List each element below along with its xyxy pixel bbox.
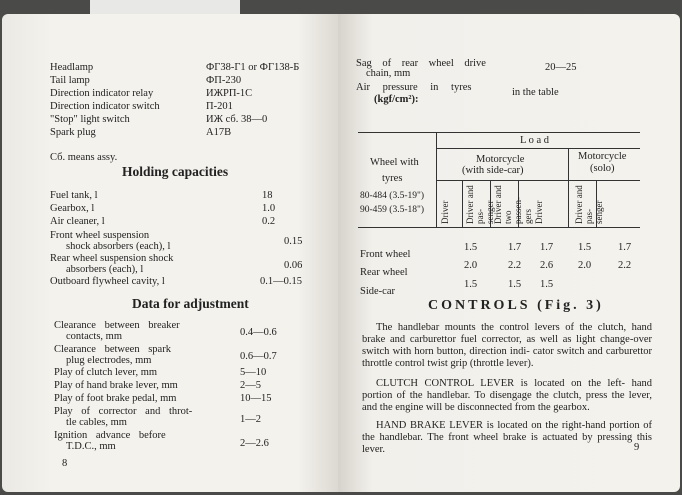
page-number-left: 8	[62, 458, 68, 469]
holding-label: Rear wheel suspension shock	[50, 253, 174, 264]
adjust-value: 0.6—0.7	[240, 351, 277, 362]
cell-value: 2.2	[508, 260, 522, 271]
spec-label: Spark plug	[50, 127, 96, 138]
adjust-value: 5—10	[240, 367, 267, 378]
holding-value: 0.15	[284, 236, 303, 247]
cell-value: 1.5	[508, 279, 522, 290]
adjust-value: 2—5	[240, 380, 261, 391]
subcol-rule	[436, 180, 640, 181]
holding-label-cont: shock absorbers (each), l	[66, 241, 171, 252]
spec-label: Direction indicator switch	[50, 101, 160, 112]
spec-label: Headlamp	[50, 62, 94, 73]
adjust-label-cont: plug electrodes, mm	[66, 355, 152, 366]
cell-value: 1.7	[540, 242, 554, 253]
column-header: Driver	[534, 200, 544, 224]
adjust-label: Play of corrector and throt-	[54, 406, 193, 417]
cell-value: 2.0	[578, 260, 592, 271]
spec-value: ФГ38-Г1 or ФГ138-Б	[206, 62, 300, 73]
air-pressure-value: in the table	[512, 87, 559, 98]
adjust-label: Play of hand brake lever, mm	[54, 380, 178, 391]
cell-value: 1.5	[464, 242, 478, 253]
row-label: Rear wheel	[360, 267, 408, 278]
adjust-label: Play of clutch lever, mm	[54, 367, 158, 378]
column-header: Driver and pas- senger	[574, 185, 604, 224]
header-bottom-rule	[358, 227, 640, 228]
sidecar-group-header-cont: (with side-car)	[462, 165, 524, 176]
load-rule	[436, 148, 640, 149]
sag-value: 20—25	[545, 62, 577, 73]
solo-group-header-cont: (solo)	[590, 163, 615, 174]
assy-note: Сб. means assy.	[50, 152, 118, 163]
page-number-right: 9	[634, 442, 640, 453]
controls-paragraph-1: The handlebar mounts the control levers of the clutch, hand brake and carburettor fuel corrector, as well as light change-over switch with horn button, direction indi- cator switch and carburettor throttle control twist grip (throttle lever).	[362, 322, 652, 369]
spec-label: "Stop" light switch	[50, 114, 130, 125]
holding-label: Air cleaner, l	[50, 216, 105, 227]
column-header: Driver and two passen- gers	[493, 185, 533, 224]
holding-label-cont: absorbers (each), l	[66, 264, 144, 275]
sidecar-group-header: Motorcycle	[476, 154, 525, 165]
column-header: Driver	[440, 200, 450, 224]
adjust-value: 1—2	[240, 414, 261, 425]
adjust-label: Clearance between spark	[54, 344, 171, 355]
spec-label: Direction indicator relay	[50, 88, 154, 99]
adjust-label-cont: contacts, mm	[66, 331, 122, 342]
holding-label: Front wheel suspension	[50, 230, 150, 241]
adjust-label: Ignition advance before	[54, 430, 166, 441]
wheel-header-cont: tyres	[382, 173, 403, 184]
load-header: L o a d	[520, 135, 550, 146]
holding-value: 18	[262, 190, 273, 201]
spec-value: ИЖРП-1С	[206, 88, 253, 99]
tyre-size-2: 90-459 (3.5-18")	[360, 205, 425, 215]
air-pressure-label: Air pressure in tyres	[356, 82, 472, 93]
adjust-value: 2—2.6	[240, 438, 269, 449]
cell-value: 1.5	[540, 279, 554, 290]
tyre-size-1: 80-484 (3.5-19")	[360, 191, 425, 201]
cell-value: 2.2	[618, 260, 632, 271]
adjust-label: Clearance between breaker	[54, 320, 180, 331]
holding-label: Fuel tank, l	[50, 190, 98, 201]
group-divider	[568, 148, 569, 227]
holding-value: 0.2	[262, 216, 276, 227]
wheel-header: Wheel with	[370, 157, 419, 168]
right-page	[338, 14, 680, 492]
holding-label: Gearbox, l	[50, 203, 95, 214]
adjust-value: 10—15	[240, 393, 272, 404]
cell-value: 1.7	[618, 242, 632, 253]
spec-value: ФП-230	[206, 75, 242, 86]
row-label: Front wheel	[360, 249, 411, 260]
cell-value: 2.0	[464, 260, 478, 271]
spec-label: Tail lamp	[50, 75, 90, 86]
holding-label: Outboard flywheel cavity, l	[50, 276, 165, 287]
adjust-label-cont: T.D.C., mm	[66, 441, 116, 452]
table-top-rule	[358, 132, 640, 133]
left-page	[2, 14, 338, 492]
cell-value: 2.6	[540, 260, 554, 271]
controls-paragraph-3: HAND BRAKE LEVER is located on the right-hand portion of the handlebar. The front wheel brake is actuated by pressing this lever.	[362, 420, 652, 455]
cell-value: 1.7	[508, 242, 522, 253]
spec-value: П-201	[206, 101, 233, 112]
adjust-label: Play of foot brake pedal, mm	[54, 393, 177, 404]
controls-paragraph-2: CLUTCH CONTROL LEVER is located on the left- hand portion of the handlebar. To disengage the clutch, press the lever, and the engine will be disconnected from the gearbox.	[362, 378, 652, 413]
spec-value: А17В	[206, 127, 232, 138]
col-divider-1	[462, 180, 463, 227]
cell-value: 1.5	[464, 279, 478, 290]
solo-group-header: Motorcycle	[578, 151, 627, 162]
adjust-label-cont: tle cables, mm	[66, 417, 127, 428]
sag-label-cont: chain, mm	[366, 68, 411, 79]
cell-value: 1.5	[578, 242, 592, 253]
holding-value: 1.0	[262, 203, 276, 214]
air-pressure-unit: (kgf/cm²):	[374, 94, 419, 105]
adjust-value: 0.4—0.6	[240, 327, 277, 338]
holding-capacities-heading: Holding capacities	[122, 164, 229, 179]
row-label: Side-car	[360, 286, 395, 297]
controls-heading: CONTROLS (Fig. 3)	[428, 298, 604, 313]
column-header: Driver and pas- senger	[465, 185, 495, 224]
holding-value: 0.1—0.15	[260, 276, 302, 287]
sag-label: Sag of rear wheel drive	[356, 58, 486, 69]
holding-value: 0.06	[284, 260, 303, 271]
data-for-adjustment-heading: Data for adjustment	[132, 296, 249, 311]
spec-value: ИЖ сб. 38—0	[206, 114, 268, 125]
